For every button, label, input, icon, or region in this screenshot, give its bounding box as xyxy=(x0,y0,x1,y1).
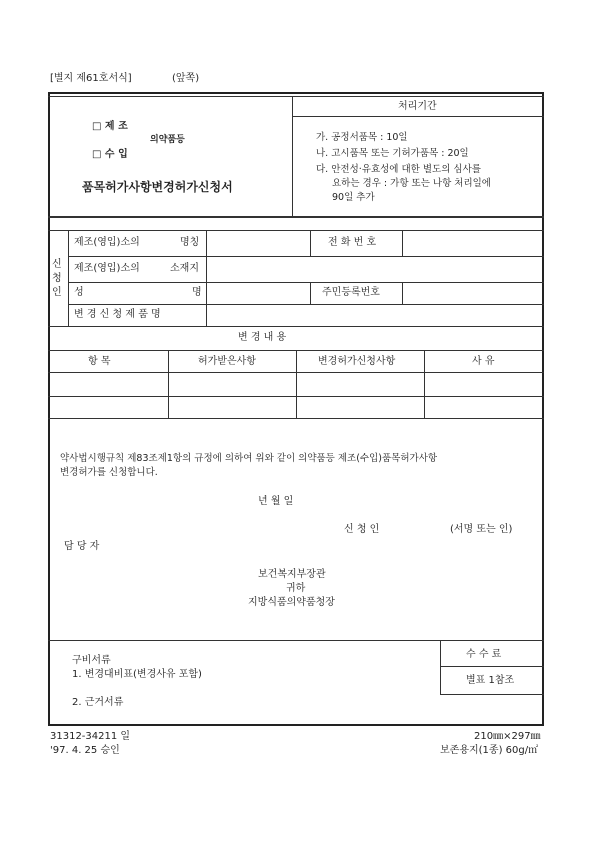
processing-item: 나. 고시품목 또는 기허가품목 : 20일 xyxy=(316,148,469,159)
product-name-label: 변 경 신 청 제 품 명 xyxy=(74,309,161,320)
fee-label: 수 수 료 xyxy=(466,649,502,660)
change-section-label: 변 경 내 용 xyxy=(238,332,287,343)
attachments-label: 구비서류 xyxy=(72,655,111,666)
phone-field[interactable] xyxy=(403,231,543,255)
applicant-side-label: 인 xyxy=(52,287,62,298)
processing-box-left-line xyxy=(292,96,293,216)
import-checkbox[interactable]: □ 수 입 xyxy=(92,149,128,160)
facility-address-field[interactable] xyxy=(207,257,543,281)
processing-item: 다. 안전성·유효성에 대한 별도의 심사를 xyxy=(316,164,481,175)
fee-box-divider xyxy=(440,640,441,694)
change-approved-cell[interactable] xyxy=(169,373,295,395)
manufacture-checkbox[interactable]: □ 제 조 xyxy=(92,121,128,132)
processing-item: 가. 공정서품목 : 10일 xyxy=(316,132,408,143)
rrn-field[interactable] xyxy=(403,283,543,303)
frame-inner-top-line xyxy=(48,96,544,97)
fee-value: 별표 1참조 xyxy=(466,675,515,686)
name-label-a: 성 xyxy=(74,287,84,298)
form-title: 품목허가사항변경허가신청서 xyxy=(82,180,233,194)
change-reason-cell[interactable] xyxy=(425,373,543,395)
declaration-line-2: 변경허가를 신청합니다. xyxy=(60,467,158,478)
facility-name-label: 제조(영입)소의 xyxy=(74,237,140,248)
col-header-item: 항 목 xyxy=(88,356,111,367)
row-line xyxy=(48,326,544,327)
section-divider xyxy=(48,640,544,641)
facility-name-field[interactable] xyxy=(207,231,309,255)
paper-size: 210㎜×297㎜ xyxy=(474,731,541,742)
change-item-cell[interactable] xyxy=(49,373,167,395)
processing-period-label: 처리기간 xyxy=(398,101,437,112)
row-line xyxy=(48,418,544,419)
form-code: 31312-34211 일 xyxy=(50,731,131,742)
col-header-reason: 사 유 xyxy=(472,356,495,367)
applicant-sign-label: 신 청 인 xyxy=(344,524,380,535)
facility-address-suffix: 소재지 xyxy=(170,263,199,274)
col-header-requested: 변경허가신청사항 xyxy=(318,356,396,367)
col-header-approved: 허가받은사항 xyxy=(198,356,256,367)
change-reason-cell[interactable] xyxy=(425,397,543,417)
fee-row-line xyxy=(440,666,544,667)
fee-row-line xyxy=(440,694,544,695)
declaration-line-1: 약사법시행규칙 제83조제1항의 규정에 의하여 위와 같이 의약품등 제조(수입)품목허가사항 xyxy=(60,453,438,464)
addressee-ministry: 보건복지부장관 xyxy=(258,569,326,580)
attachment-item: 1. 변경대비표(변경사유 포함) xyxy=(72,669,202,680)
change-item-cell[interactable] xyxy=(49,397,167,417)
honorific: 귀하 xyxy=(286,583,306,594)
change-requested-cell[interactable] xyxy=(297,373,423,395)
change-approved-cell[interactable] xyxy=(169,397,295,417)
name-label-b: 명 xyxy=(192,287,202,298)
facility-name-suffix: 명칭 xyxy=(180,237,200,248)
processing-item: 요하는 경우 : 가항 또는 나항 처리일에 xyxy=(332,178,491,189)
date-line: 년 월 일 xyxy=(258,496,294,507)
processing-header-line xyxy=(292,116,544,117)
processing-item: 90일 추가 xyxy=(332,192,375,203)
product-type-label: 의약품등 xyxy=(150,135,185,145)
officer-label: 담 당 자 xyxy=(64,541,100,552)
change-requested-cell[interactable] xyxy=(297,397,423,417)
phone-label-divider xyxy=(310,230,311,256)
page-side: (앞쪽) xyxy=(172,73,200,84)
rrn-label: 주민등록번호 xyxy=(322,287,380,298)
form-number: [별지 제61호서식] xyxy=(50,73,132,84)
rrn-label-divider xyxy=(310,282,311,304)
applicant-side-label: 신 xyxy=(52,259,62,270)
sign-hint: (서명 또는 인) xyxy=(450,524,513,535)
applicant-side-label: 청 xyxy=(52,273,62,284)
facility-address-label: 제조(영입)소의 xyxy=(74,263,140,274)
attachment-item: 2. 근거서류 xyxy=(72,697,124,708)
product-name-field[interactable] xyxy=(207,305,543,325)
applicant-name-field[interactable] xyxy=(207,283,309,303)
applicant-side-divider xyxy=(68,230,69,326)
addressee-regional: 지방식품의약품청장 xyxy=(248,597,335,608)
paper-type: 보존용지(1종) 60g/㎡ xyxy=(440,745,539,756)
section-divider xyxy=(48,216,544,218)
approval-date: '97. 4. 25 승인 xyxy=(50,745,120,756)
phone-label: 전 화 번 호 xyxy=(328,237,377,248)
